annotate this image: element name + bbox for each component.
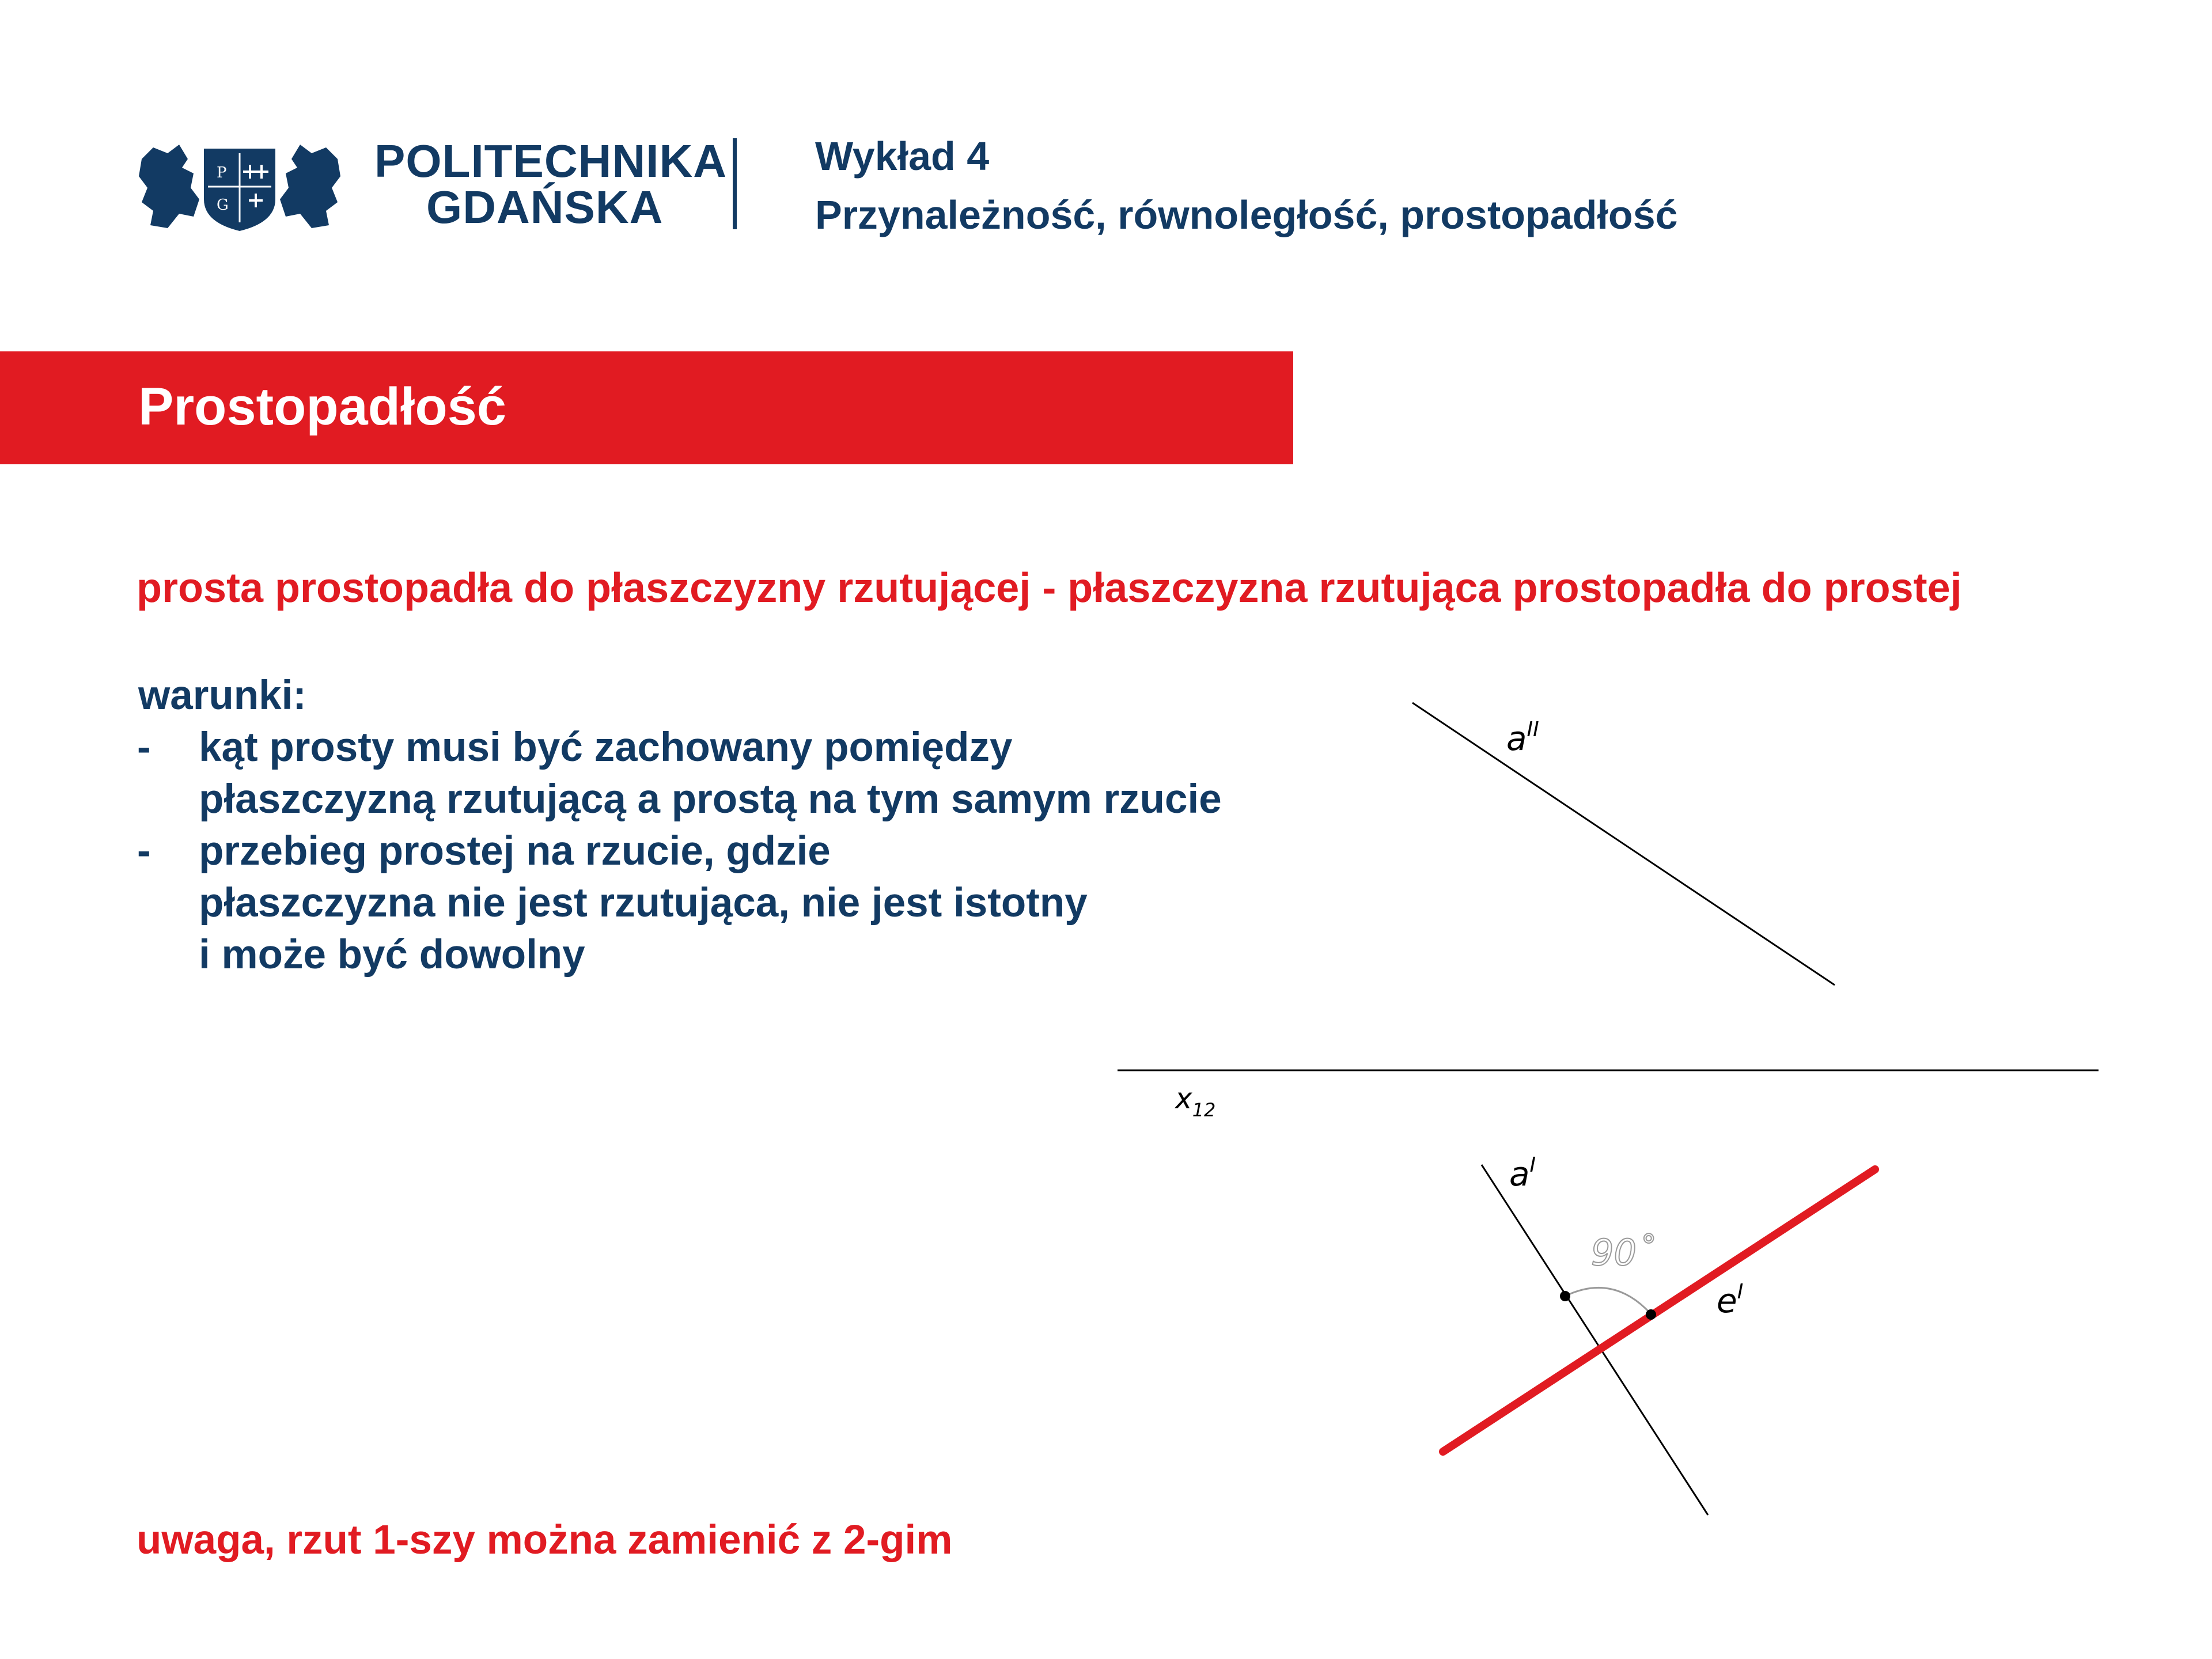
- condition-1-line-1: kąt prosty musi być zachowany pomiędzy: [199, 725, 1013, 770]
- university-name-line2: GDAŃSKA: [426, 181, 664, 233]
- right-angle-arc: [1565, 1287, 1650, 1313]
- plane-trace-e1: [1443, 1169, 1875, 1452]
- lecture-number: Wykład 4: [815, 134, 990, 179]
- bullet-dash: -: [137, 828, 151, 874]
- label-a2-superscript: II: [1527, 718, 1539, 741]
- svg-text:G: G: [217, 196, 229, 214]
- label-a2: $a^{II}$: [1506, 718, 1539, 758]
- conditions-heading: warunki:: [138, 673, 306, 718]
- arc-point-1: [1560, 1291, 1570, 1301]
- label-e1: $e^I$: [1717, 1280, 1744, 1320]
- definition-text: prosta prostopadła do płaszczyzny rzutującej - płaszczyzna rzutująca prostopadła do prostej: [137, 565, 1962, 611]
- svg-text:P: P: [217, 164, 227, 181]
- label-a1: $a^I$: [1509, 1153, 1536, 1194]
- label-a1-superscript: I: [1529, 1153, 1536, 1177]
- label-x12: $x_{12}$: [1175, 1082, 1216, 1121]
- bullet-dash: -: [137, 725, 151, 770]
- condition-1-line-2: płaszczyzną rzutującą a prostą na tym samym rzucie: [199, 777, 1222, 822]
- section-title: Prostopadłość: [138, 377, 507, 436]
- condition-2-line-2: płaszczyzna nie jest rzutująca, nie jest istotny: [199, 880, 1088, 926]
- line-a1: [1482, 1165, 1708, 1515]
- arc-point-2: [1646, 1309, 1656, 1320]
- label-e1-superscript: I: [1737, 1280, 1744, 1304]
- label-x12-subscript: 12: [1192, 1099, 1216, 1121]
- line-a2: [1412, 703, 1835, 985]
- angle-label: 90˚: [1591, 1232, 1654, 1274]
- condition-2-line-1: przebieg prostej na rzucie, gdzie: [199, 828, 831, 874]
- condition-2-line-3: i może być dowolny: [199, 932, 585, 978]
- lecture-title: Przynależność, równoległość, prostopadłość: [815, 192, 1678, 237]
- note-text: uwaga, rzut 1-szy można zamienić z 2-gim: [137, 1517, 953, 1563]
- university-name-line1: POLITECHNIKA: [374, 135, 727, 187]
